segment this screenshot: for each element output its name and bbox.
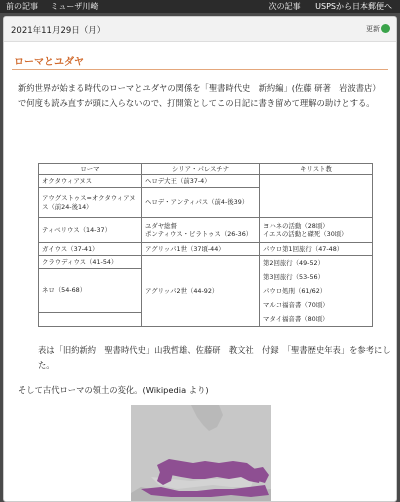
table-cell: ネロ（54-68） bbox=[39, 269, 142, 313]
usps-article-link[interactable]: USPSから日本郵便へ bbox=[315, 2, 392, 11]
table-cell: ヘロデ・アンティパス（前4-後39） bbox=[142, 188, 260, 218]
post-title: ローマとユダヤ bbox=[14, 57, 84, 68]
table-cell bbox=[260, 175, 373, 218]
blog-name-link[interactable]: ミューザ川崎 bbox=[50, 2, 99, 11]
table-cell: ユダヤ総督 ポンティウス・ピラトゥス（26-36） bbox=[142, 218, 260, 243]
table-cell: クラウディウス（41-54） bbox=[39, 256, 142, 269]
title-divider bbox=[12, 69, 388, 70]
table-cell: アウグストゥス=オクタウィアヌス（前24-後14） bbox=[39, 188, 142, 218]
next-article-link[interactable]: 次の記事 bbox=[268, 2, 301, 11]
roman-empire-map-image bbox=[131, 405, 271, 501]
top-navigation-bar bbox=[0, 0, 400, 13]
table-cell: ヘロデ大王（前37-4） bbox=[142, 175, 260, 188]
table-row bbox=[39, 218, 373, 243]
table-cell: 第2回旅行（49-52） 第3回旅行（53-56） パウロ処刑（61/62） マルコ福音書（70頃） マタイ福音書（80頃） bbox=[260, 256, 373, 327]
table-cell: パウロ第1回旅行（47-48） bbox=[260, 243, 373, 256]
map-caption: そして古代ローマの領土の変化。(Wikipedia より) bbox=[18, 385, 209, 395]
table-cell: ガイウス（37-41） bbox=[39, 243, 142, 256]
table-row bbox=[39, 175, 373, 188]
header-syria-palestine: シリア・パレスチナ bbox=[142, 164, 260, 175]
table-source-note: 表は「旧約新約 聖書時代史」山我哲雄、佐藤研 教文社 付録 「聖書歴史年表」を参考にした。 bbox=[38, 345, 391, 370]
table-cell: ティベリウス（14-37） bbox=[39, 218, 142, 243]
update-label: 更新 bbox=[366, 25, 380, 33]
table-cell bbox=[39, 313, 142, 327]
table-cell: アグリッパ1世（37頃-44） bbox=[142, 243, 260, 256]
table-row bbox=[39, 243, 373, 256]
header-christianity: キリスト教 bbox=[260, 164, 373, 175]
table-cell: ヨハネの活動（28頃） イエスの活動と磔死（30頃） bbox=[260, 218, 373, 243]
prev-article-link[interactable]: 前の記事 bbox=[6, 2, 38, 11]
table-header-row bbox=[39, 164, 373, 175]
table-row bbox=[39, 256, 373, 269]
map-graphic bbox=[131, 405, 271, 501]
intro-paragraph: 新約世界が始まる時代のローマとユダヤの関係を「聖書時代史 新約編」(佐藤 研著 岩波書店）で何度も読み直すが頭に入らないので、打開策としてこの日記に書き留めて理解の助けとする。 bbox=[18, 83, 381, 108]
date-bar bbox=[4, 17, 396, 42]
table-cell: アグリッパ2世（44-92） bbox=[142, 256, 260, 327]
article-container bbox=[3, 16, 397, 502]
table-cell: オクタウィアヌス bbox=[39, 175, 142, 188]
history-table bbox=[38, 163, 373, 327]
header-rome: ローマ bbox=[39, 164, 142, 175]
post-date: 2021年11月29日（月） bbox=[11, 26, 106, 36]
update-button[interactable] bbox=[366, 24, 390, 34]
refresh-icon bbox=[381, 24, 390, 33]
